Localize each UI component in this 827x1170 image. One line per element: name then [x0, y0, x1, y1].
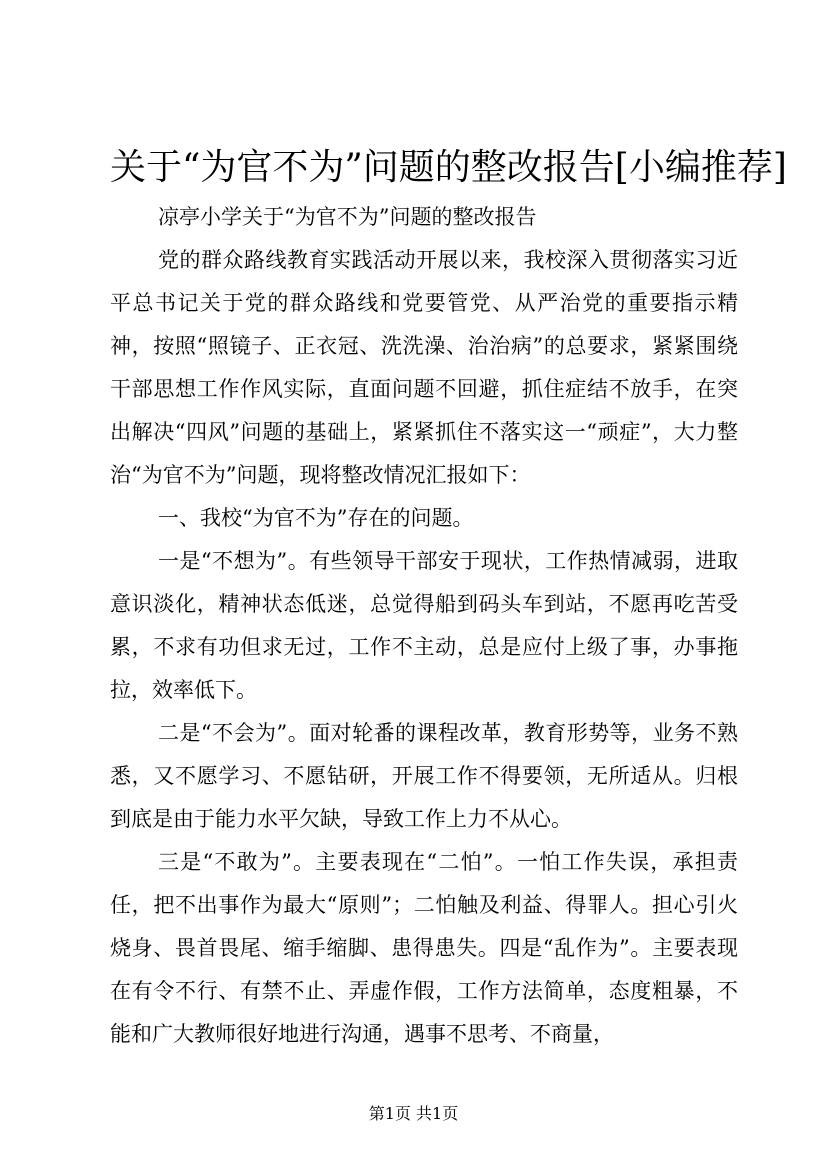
- document-title: 关于“为官不为”问题的整改报告[小编推荐]: [110, 147, 787, 188]
- page-footer: 第1页 共1页: [368, 1104, 459, 1123]
- document-body: [110, 196, 738, 1056]
- paragraph-item-3: 三是“不敢为”。主要表现在“二怕”。一怕工作失误，承担责任，把不出事作为最大“原则”；二怕触及利益、得罪人。担心引火烧身、畏首畏尾、缩手缩脚、患得患失。四是“乱作为”。主要表现在有令不行、有禁不止、弄虚作假，工作方法简单，态度粗暴，不能和广大教师很好地进行沟通，遇事不思考、不商量，: [110, 850, 738, 1046]
- paragraph-section-heading: 一、我校“为官不为”存在的问题。: [158, 506, 474, 530]
- paragraph-item-1: 一是“不想为”。有些领导干部安于现状，工作热情减弱，进取意识淡化，精神状态低迷，总觉得船到码头车到站，不愿再吃苦受累，不求有功但求无过，工作不主动，总是应付上级了事，办事拖拉，效率低下。: [110, 549, 738, 702]
- paragraph-subtitle: 凉亭小学关于“为官不为”问题的整改报告: [158, 205, 537, 229]
- paragraph-intro: 党的群众路线教育实践活动开展以来，我校深入贯彻落实习近平总书记关于党的群众路线和党要管党、从严治党的重要指示精神，按照“照镜子、正衣冠、洗洗澡、治治病”的总要求，紧紧围绕干部思想工作作风实际，直面问题不回避，抓住症结不放手，在突出解决“四风”问题的基础上，紧紧抓住不落实这一“顽症”，大力整治“为官不为”问题，现将整改情况汇报如下：: [110, 248, 738, 487]
- paragraph-item-2: 二是“不会为”。面对轮番的课程改革，教育形势等，业务不熟悉，又不愿学习、不愿钻研，开展工作不得要领，无所适从。归根到底是由于能力水平欠缺，导致工作上力不从心。: [110, 721, 738, 831]
